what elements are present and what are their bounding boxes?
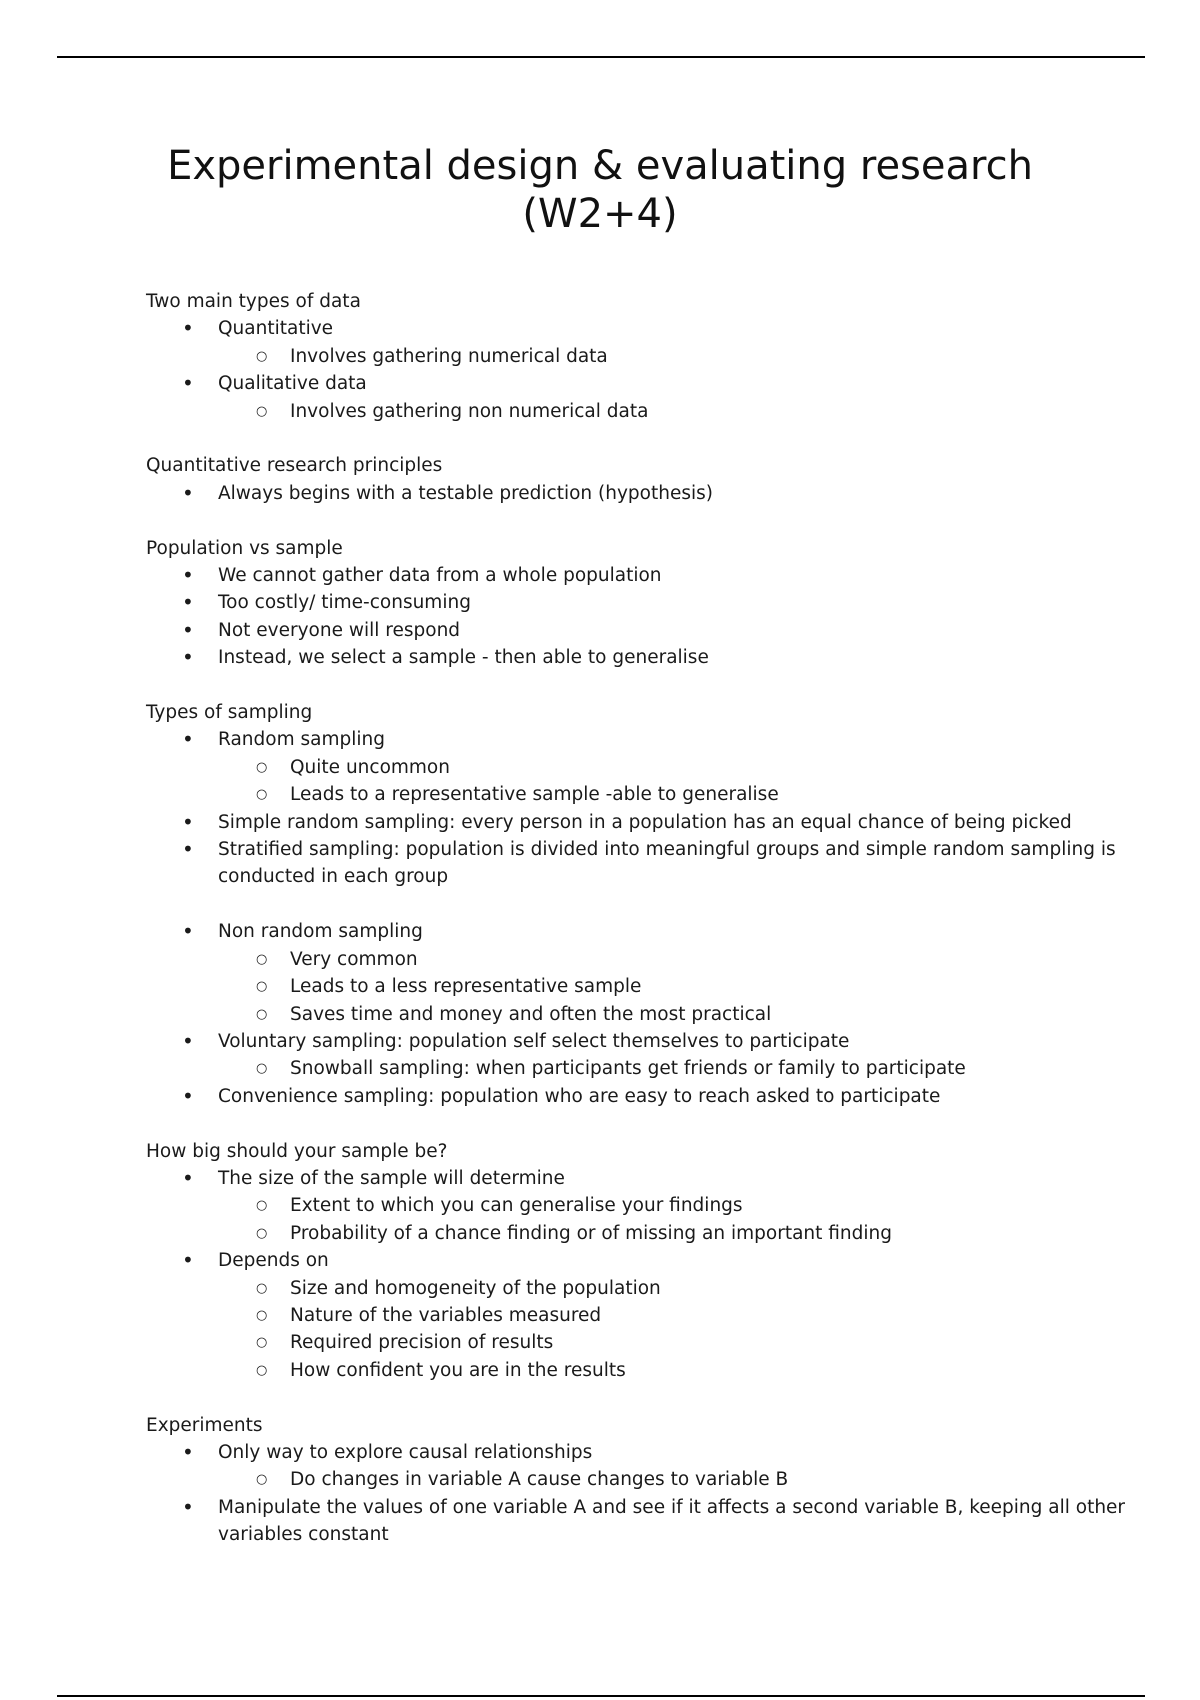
section-heading: Two main types of data	[146, 291, 361, 312]
bullet-list	[146, 315, 1146, 425]
bullet-list	[146, 726, 1146, 1110]
bullet-list	[146, 480, 1146, 507]
sub-bullet-item: ○ Do changes in variable A cause changes to variable B	[146, 1466, 1146, 1493]
section-heading: Quantitative research principles	[146, 455, 443, 477]
sub-bullet-item: ○ Nature of the variables measured	[146, 1302, 1146, 1329]
bullet-list	[146, 1439, 1146, 1549]
bullet-item: • Not everyone will respond	[146, 617, 1146, 644]
bullet-item: • Voluntary sampling: population self select themselves to participate	[146, 1028, 1146, 1055]
bullet-item: • Instead, we select a sample - then able to generalise	[146, 644, 1146, 671]
sub-bullet-item: ○ Saves time and money and often the most practical	[146, 1001, 1146, 1028]
document-title: Experimental design & evaluating research (W2+4)	[167, 143, 1033, 237]
blank-line	[146, 891, 1146, 918]
bullet-item: • Manipulate the values of one variable A and see if it affects a second variable B, keeping all other variables constant	[146, 1494, 1146, 1549]
bottom-rule	[57, 1695, 1145, 1697]
section-heading: Types of sampling	[146, 702, 313, 724]
sub-bullet-item: ○ Extent to which you can generalise your findings	[146, 1192, 1146, 1219]
bullet-list	[146, 562, 1146, 672]
bullet-item: • Only way to explore causal relationships	[146, 1439, 1146, 1466]
sub-bullet-item: ○ Very common	[146, 946, 1146, 973]
section	[146, 699, 1146, 1110]
bullet-item: • Random sampling	[146, 726, 1146, 753]
sub-bullet-item: ○ Probability of a chance finding or of missing an important finding	[146, 1220, 1146, 1247]
sub-bullet-item: ○ Quite uncommon	[146, 754, 1146, 781]
section	[146, 1412, 1146, 1549]
bullet-item: • Simple random sampling: every person in a population has an equal chance of being picked	[146, 809, 1146, 836]
bullet-item: • Too costly/ time-consuming	[146, 589, 1146, 616]
section	[146, 452, 1146, 507]
sub-bullet-item: ○ Involves gathering numerical data	[146, 343, 1146, 370]
section	[146, 1138, 1146, 1385]
section	[146, 535, 1146, 672]
sub-bullet-item: ○ Leads to a less representative sample	[146, 973, 1146, 1000]
sub-bullet-item: ○ Size and homogeneity of the population	[146, 1275, 1146, 1302]
bullet-item: • Depends on	[146, 1247, 1146, 1274]
document-body	[146, 288, 1146, 1576]
bullet-item: • The size of the sample will determine	[146, 1165, 1146, 1192]
bullet-item: • We cannot gather data from a whole population	[146, 562, 1146, 589]
sub-bullet-item: ○ Involves gathering non numerical data	[146, 398, 1146, 425]
bullet-item: • Quantitative	[146, 315, 1146, 342]
section-heading: Experiments	[146, 1414, 263, 1436]
top-rule	[57, 56, 1145, 58]
bullet-item: • Convenience sampling: population who are easy to reach asked to participate	[146, 1083, 1146, 1110]
sub-bullet-item: ○ Snowball sampling: when participants get friends or family to participate	[146, 1055, 1146, 1082]
sub-bullet-item: ○ Leads to a representative sample -able to generalise	[146, 781, 1146, 808]
bullet-item: • Qualitative data	[146, 370, 1146, 397]
section-heading: How big should your sample be?	[146, 1140, 448, 1162]
section	[146, 288, 1146, 425]
bullet-item: • Always begins with a testable prediction (hypothesis)	[146, 480, 1146, 507]
bullet-item: • Stratified sampling: population is divided into meaningful groups and simple random sampling is conducted in each group	[146, 836, 1146, 891]
bullet-list	[146, 1165, 1146, 1384]
section-heading: Population vs sample	[146, 537, 343, 559]
sub-bullet-item: ○ Required precision of results	[146, 1329, 1146, 1356]
bullet-item: • Non random sampling	[146, 918, 1146, 945]
sub-bullet-item: ○ How confident you are in the results	[146, 1357, 1146, 1384]
